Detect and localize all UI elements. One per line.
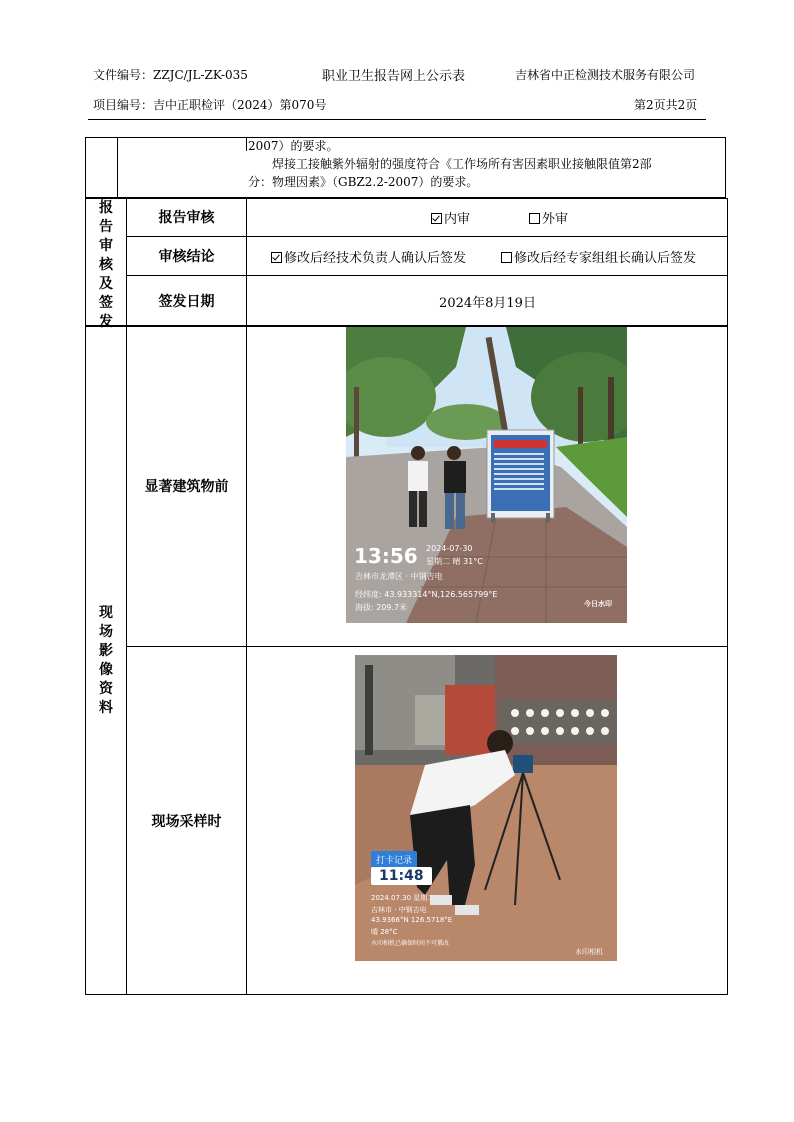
sampling-photo [355,655,617,961]
divider [117,137,118,198]
photo2-coords: 43.9366°N 126.5718°E [371,916,453,924]
conclusion-option-2[interactable]: 修改后经专家组组长确认后签发 [501,247,696,266]
header-rule [88,119,706,120]
site-char: 料 [99,700,113,716]
checkbox-checked-icon[interactable] [431,213,442,224]
date-value: 2024年8月19日 [439,295,536,311]
checkbox-icon[interactable] [529,213,540,224]
outer-review-option[interactable]: 外审 [529,208,568,227]
page-number: 第2页共2页 [634,98,698,112]
review-char: 发 [99,314,113,330]
conclusion-label: 审核结论 [158,249,215,265]
photo2-weather: 晴 28°C [371,928,398,936]
report-review-label: 报告审核 [158,210,215,226]
row-label-building: 显著建筑物前 [144,479,229,495]
site-section-label [96,604,116,718]
photo1-time: 13:56 [354,544,418,568]
company-name: 吉林省中正检测技术服务有限公司 [515,68,696,82]
conclusion-options [247,237,728,275]
report-review-options [247,198,728,236]
checkin-badge: 打卡记录 [371,851,417,868]
photo1-altitude: 海拔: 209.7米 [355,603,408,612]
review-char: 核 [99,257,113,273]
photo1-coords: 经纬度: 43.933314°N,126.565799°E [355,590,498,599]
photo2-location: 吉林市 · 中钢吉电 [371,906,427,914]
site-char: 资 [99,681,113,697]
divider [246,137,247,151]
review-char: 报 [99,200,113,216]
site-char: 场 [99,624,113,640]
inner-review-option[interactable]: 内审 [431,208,470,227]
site-char: 像 [99,662,113,678]
review-char: 签 [99,295,113,311]
photo1-date: 2024-07-30 [426,544,473,553]
continuation-line-2: 焊接工接触紫外辐射的强度符合《工作场所有害因素职业接触限值第2部 [272,157,652,171]
site-char: 影 [99,643,113,659]
divider [246,326,247,995]
photo2-note: 水印相机已确保时间不可篡改 [371,940,450,947]
site-char: 现 [99,605,113,621]
photo1-weather: 星期二 晴 31°C [426,557,483,566]
doc-number: 文件编号：ZZJC/JL-ZK-035 [93,68,248,82]
checkbox-icon[interactable] [501,252,512,263]
checkbox-checked-icon[interactable] [271,252,282,263]
photo1-location: 吉林市龙潭区 · 中钢吉电 [355,572,443,581]
continuation-line-1: 2007）的要求。 [248,139,339,153]
continuation-line-3: 分：物理因素》（GBZ2.2-2007）的要求。 [248,175,479,189]
review-char: 及 [99,276,113,292]
building-photo [346,327,627,623]
row-label-sampling: 现场采样时 [151,814,222,830]
conclusion-option-1[interactable]: 修改后经技术负责人确认后签发 [271,247,466,266]
photo1-watermark: 今日水印 [584,600,612,608]
photo2-time: 11:48 [371,867,432,885]
page-title: 职业卫生报告网上公示表 [322,69,466,84]
project-number: 项目编号：吉中正职检评（2024）第070号 [93,98,327,112]
date-label: 签发日期 [158,294,215,310]
review-section-label [96,199,116,332]
photo2-watermark: 水印相机 [575,948,603,956]
review-char: 审 [99,238,113,254]
photo2-date: 2024.07.30 星期二 [371,894,435,902]
review-char: 告 [99,219,113,235]
